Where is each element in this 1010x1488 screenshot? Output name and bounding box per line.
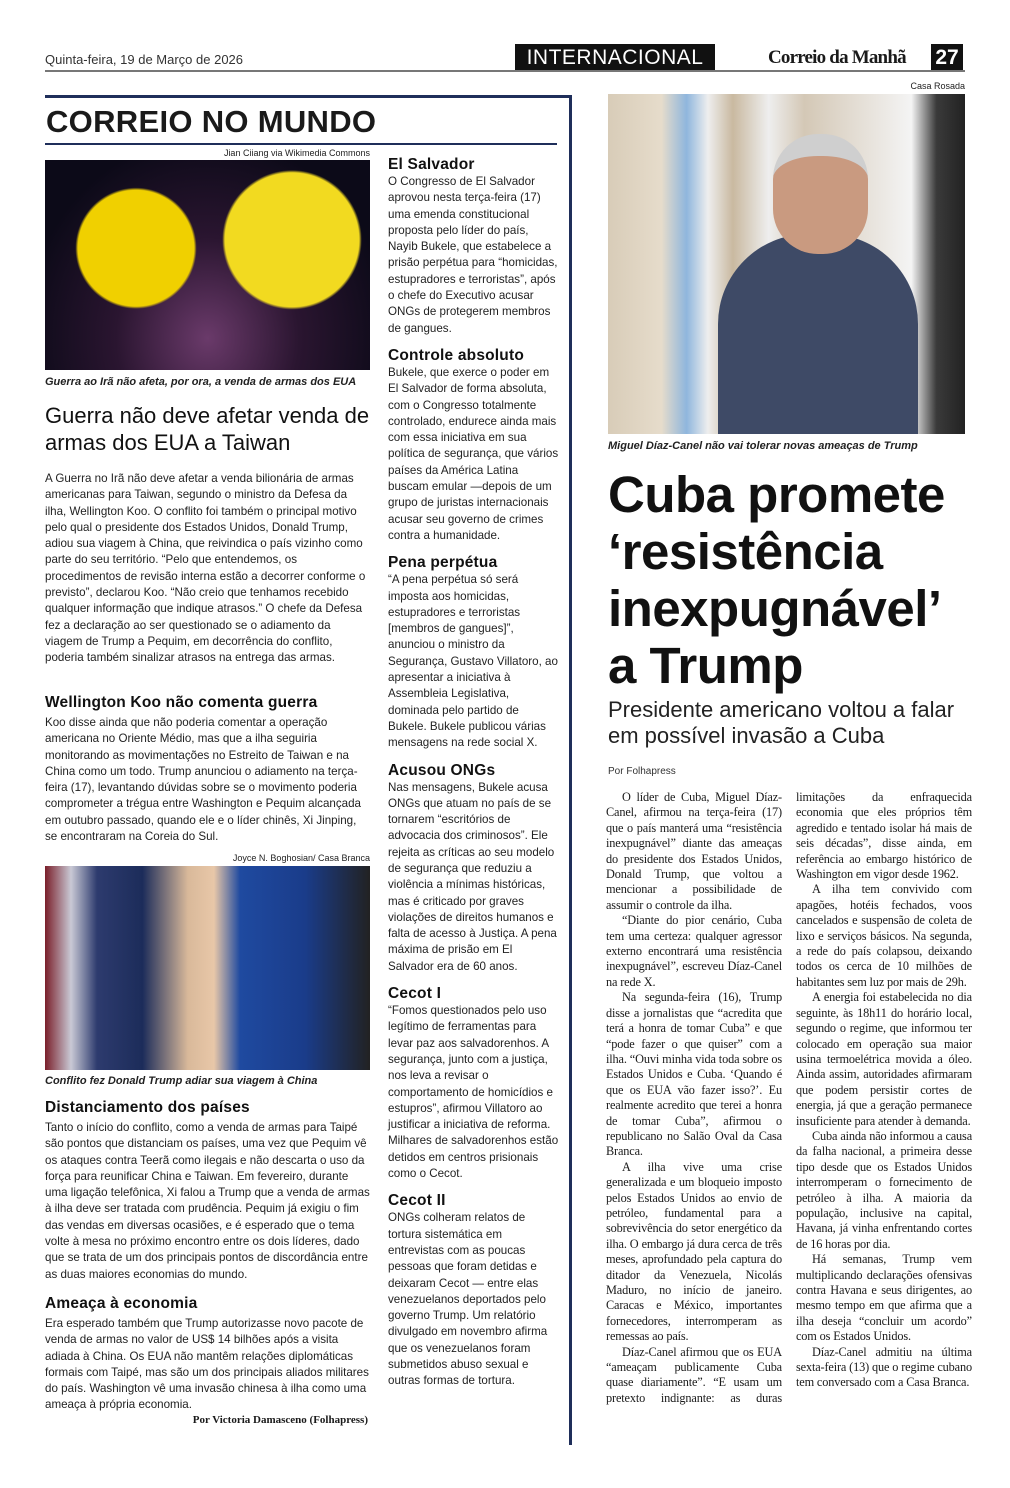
brief-text: ONGs colheram relatos de tortura sistemática em entrevistas com as poucas pessoas que foram detidas e deixaram Cecot — entre elas venezuelanos deportados pelo governo Trump. Um relatório divulgado em novembro afirma que os venezuelanos foram submetidos abuso sexual e outras formas de tortura. bbox=[388, 1211, 548, 1388]
news-brief bbox=[388, 1192, 560, 1389]
brief-title: Pena perpétua bbox=[388, 554, 498, 572]
suit-shape bbox=[718, 234, 918, 434]
lanterns-photo bbox=[45, 160, 370, 370]
article-body: Koo disse ainda que não poderia comentar a operação americana no Oriente Médio, mas que a ilha seguiria monitorando as movimentações no Estreito de Taiwan e na China como um todo. Trump anunciou o adiamento na terça-feira (17), levantando dúvidas sobre se o movimento poderia comprometer a trégua entre Washington e Pequim alcançada em outubro passado, quando ele e o líder chinês, Xi Jinping, se encontraram na Coreia do Sul. bbox=[45, 716, 361, 844]
subheading: Wellington Koo não comenta guerra bbox=[45, 694, 318, 711]
brief-text: Bukele, que exerce o poder em El Salvador de forma absoluta, com o Congresso totalmente controlado, endurece ainda mais com essa iniciativa em sua política de segurança, que vários países da América Latina buscam emular —depois de um grupo de juristas internacionais acusar seu governo de crimes contra a humanidade. bbox=[388, 365, 559, 542]
paragraph: Díaz-Canel admitiu na última sexta-feira (13) que o regime cubano tem conversado com a Casa Branca. bbox=[796, 1344, 972, 1390]
paragraph: Há semanas, Trump vem multiplicando declarações ofensivas contra Havana e seus dirigentes, ao mesmo tempo em que afirma que a ilha deseja “concluir um acordo” com os Estados Unidos. bbox=[796, 1252, 972, 1344]
section-label: INTERNACIONAL bbox=[515, 44, 715, 70]
paragraph: Na segunda-feira (16), Trump disse a jornalistas que “acredita que terá a honra de tomar Cuba” e que “pode fazer o que quiser” com a ilha. “Ouvi minha vida toda sobre os Estados Unidos e Cuba. ‘Quando é que os EUA vão fazer isso?’. Eu realmente acredito que terei a honra de tomar Cuba”, afirmou o republicano no Salão Oval da Casa Branca. bbox=[606, 990, 782, 1159]
news-brief bbox=[388, 762, 560, 976]
header-divider bbox=[45, 70, 965, 72]
brief-title: Acusou ONGs bbox=[388, 761, 496, 779]
article-body: Tanto o início do conflito, como a venda de armas para Taipé são pontos que distanciam os países, uma vez que Pequim vê os ataques contra Teerã como ilegais e não descarta o uso da força para reunificar China e Taiwan. Em fevereiro, durante uma ligação telefônica, Xi falou a Trump que a venda de armas à ilha deve ser tratada com prudência. Pequim já exigiu o fim das vendas em diversas ocasiões, e é esperado que o tema volte à mesa no próximo encontro entre os dois líderes, dado que se trata de um dos principais pontos de discordância entre as duas maiores economias do mundo. bbox=[45, 1121, 370, 1281]
paragraph: O líder de Cuba, Miguel Díaz-Canel, afirmou na terça-feira (17) que o país manterá uma “resistência inexpugnável” diante das ameaças do presidente dos Estados Unidos, Donald Trump, que voltou a mencionar a possibilidade de assumir o controle da ilha. bbox=[606, 790, 782, 912]
news-brief bbox=[388, 347, 560, 544]
brief-text: O Congresso de El Salvador aprovou nesta terça-feira (17) uma emenda constitucional proposta pelo líder do país, Nayib Bukele, que estabelece a prisão perpétua para “homicidas, estupradores e terroristas”, após o chefe do Executivo acusar ONGs de protegerem membros de gangues. bbox=[388, 175, 558, 335]
newspaper-logo: Correio da Manhã bbox=[768, 47, 906, 68]
box-title: CORREIO NO MUNDO bbox=[46, 104, 377, 139]
brief-title: El Salvador bbox=[388, 156, 475, 173]
trump-photo bbox=[45, 866, 370, 1070]
box-title-rule bbox=[45, 143, 557, 145]
article-body: Era esperado também que Trump autorizasse novo pacote de venda de armas no valor de US$ 14 bilhões após a visita adiada à China. Os EUA não mantêm relações diplomáticas formais com Taipé, mas são um dos principais aliados militares do país. Washington vê uma invasão chinesa à ilha como uma ameaça à própria economia. bbox=[45, 1317, 369, 1412]
article-body bbox=[606, 790, 972, 1406]
paragraph: “Diante do pior cenário, Cuba tem uma certeza: qualquer agressor externo encontrará uma resistência inexpugnável”, escreveu Díaz-Canel na rede X. bbox=[606, 913, 782, 989]
el-salvador-column bbox=[388, 156, 560, 1390]
diaz-canel-photo bbox=[608, 94, 965, 434]
brief-text: “Fomos questionados pelo uso legítimo de ferramentas para levar paz aos salvadorenhos. A segurança, junto com a justiça, nos leva a revisar o comportamento de homicídios e estupros”, afirmou Villatoro ao justificar a iniciativa de reforma. Milhares de salvadorenhos estão detidos em centros prisionais como o Cecot. bbox=[388, 1004, 559, 1181]
byline: Por Victoria Damasceno (Folhapress) bbox=[192, 1414, 368, 1426]
photo-credit: Casa Rosada bbox=[910, 81, 965, 91]
photo-credit: Joyce N. Boghosian/ Casa Branca bbox=[232, 853, 370, 863]
news-brief bbox=[388, 156, 560, 337]
photo-caption: Guerra ao Irã não afeta, por ora, a venda de armas dos EUA bbox=[45, 376, 357, 388]
brief-text: “A pena perpétua só será imposta aos homicidas, estupradores e terroristas [membros de gangues]”, anunciou o ministro da Segurança, Gustavo Villatoro, ao apresentar a iniciativa à Assembleia Legislativa, dominada pelo partido de Bukele. Bukele publicou várias mensagens na rede social X. bbox=[388, 573, 558, 750]
page-number: 27 bbox=[931, 44, 963, 70]
edition-date: Quinta-feira, 19 de Março de 2026 bbox=[45, 52, 244, 67]
subheading: Ameaça à economia bbox=[45, 1295, 198, 1312]
brief-text: Nas mensagens, Bukele acusa ONGs que atuam no país de se tornarem “escritórios de advocacia dos criminosos”. Ele rejeita as críticas ao seu modelo de segurança que reduziu a violência a mínimas históricas, mas é criticado por graves violações de direitos humanos e falta de acesso à Justiça. A pena máxima de prisão em El Salvador era de 60 anos. bbox=[388, 780, 557, 973]
subheading: Distanciamento dos países bbox=[45, 1099, 250, 1116]
article-body: A Guerra no Irã não deve afetar a venda bilionária de armas americanas para Taiwan, segundo o ministro da Defesa da ilha, Wellington Koo. O conflito foi também o principal motivo pelo qual o presidente dos Estados Unidos, Donald Trump, adiou sua viagem à China, que reivindica o país vizinho como parte do seu território. “Pelo que entendemos, os procedimentos de revisão interna estão a decorrer conforme o previsto”, declarou Koo. “Não creio que tenhamos recebido qualquer informação que indique atrasos.” O chefe da Defesa fez a declaração ao ser questionado se o adiamento da viagem de Trump a Pequim, em decorrência do conflito, poderia também sinalizar atrasos na entrega das armas. bbox=[45, 472, 366, 665]
brief-title: Cecot II bbox=[388, 1192, 446, 1210]
photo-credit: Jian Ciiang via Wikimedia Commons bbox=[223, 148, 370, 158]
subheadline: Presidente americano voltou a falar em possível invasão a Cuba bbox=[608, 697, 955, 748]
brief-title: Controle absoluto bbox=[388, 346, 525, 364]
brief-title: Cecot I bbox=[388, 985, 442, 1003]
face-shape bbox=[773, 134, 868, 254]
article-headline: Guerra não deve afetar venda de armas dos EUA a Taiwan bbox=[45, 403, 370, 455]
paragraph: A energia foi estabelecida no dia seguinte, às 18h11 do horário local, segundo o regime, que informou ter colocado em operação sua maior usina termoelétrica movida a óleo. Ainda assim, autoridades afirmaram que podem persistir cortes de energia, já que a geração permanece insuficiente para atender à demanda. bbox=[796, 990, 972, 1128]
paragraph: Cuba ainda não informou a causa da falha nacional, a primeira desse tipo desde que os Estados Unidos interromperam o fornecimento de petróleo à ilha. A maioria da população, inclusive na capital, Havana, já vinha enfrentando cortes de 16 horas por dia. bbox=[796, 1128, 972, 1251]
paragraph: Díaz-Canel afirmou que os EUA “ameaçam publicamente Cuba quase diariamente”. “E usam um pretexto indignante: as duras limitações da enfraquecida economia que eles próprios têm agredido e tentado isolar há mais de seis décadas”, disse ainda, em referência ao embargo histórico de Washington em vigor desde 1962. bbox=[606, 790, 972, 1405]
photo-caption: Miguel Díaz-Canel não vai tolerar novas ameaças de Trump bbox=[608, 440, 918, 452]
paragraph: A ilha vive uma crise generalizada e um bloqueio imposto pelos Estados Unidos ao envio de petróleo, fundamental para a sobrevivência do setor energético da ilha. O embargo já dura cerca de três meses, aprofundado pela captura do ditador da Venezuela, Nicolás Maduro, no início de janeiro. Caracas e México, importantes fornecedores, interromperam as remessas ao país. bbox=[606, 1159, 782, 1344]
byline: Por Folhapress bbox=[608, 766, 676, 777]
main-headline: Cuba promete ‘resistência inexpugnável’ a Trump bbox=[608, 466, 945, 694]
news-brief bbox=[388, 554, 560, 751]
paragraph: A ilha tem convivido com apagões, hotéis fechados, voos cancelados e suspensão de coleta de lixo e serviços básicos. Na segunda, a rede do país colapsou, deixando todos os cerca de 10 milhões de habitantes sem luz por mais de 29h. bbox=[796, 882, 972, 989]
photo-caption: Conflito fez Donald Trump adiar sua viagem à China bbox=[45, 1075, 318, 1087]
news-brief bbox=[388, 985, 560, 1182]
